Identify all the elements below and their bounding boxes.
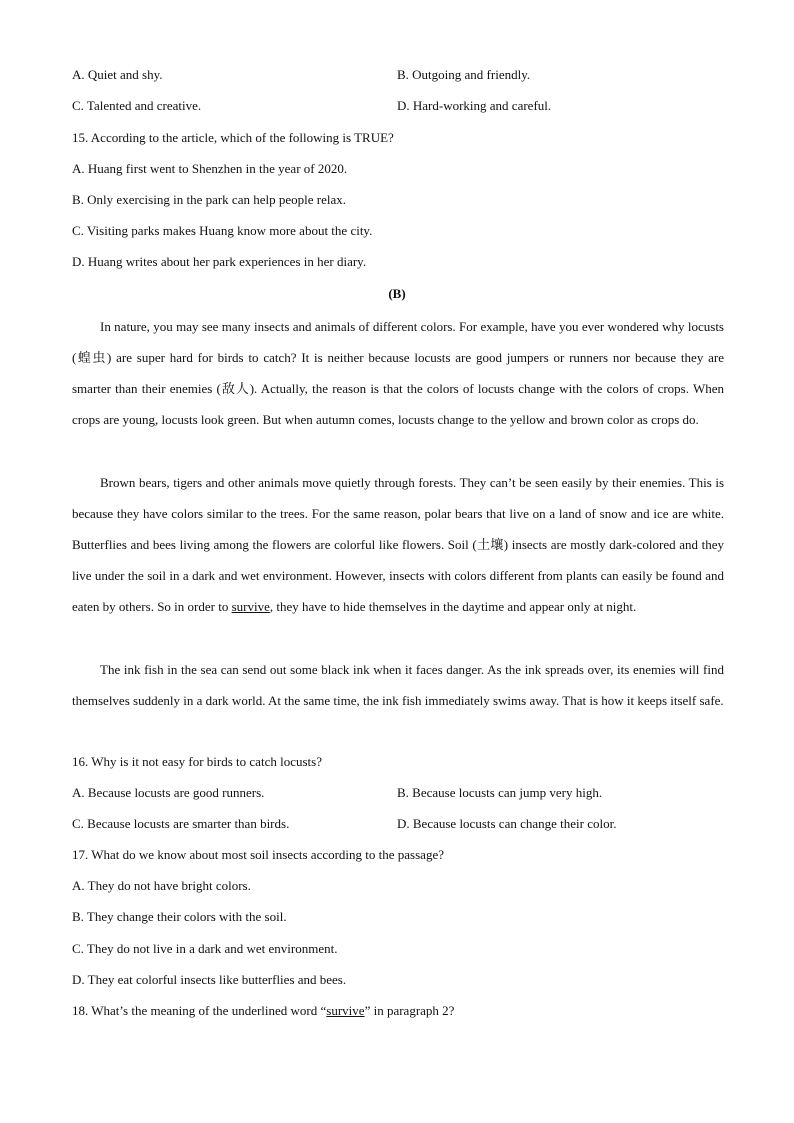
q14-option-a: A. Quiet and shy. xyxy=(72,67,163,82)
q18-underlined-word: survive xyxy=(326,1003,365,1018)
q14-option-b: B. Outgoing and friendly. xyxy=(397,67,531,82)
q14-option-d: D. Hard-working and careful. xyxy=(397,98,552,113)
paragraph-2-text-after: , they have to hide themselves in the daytime and appear only at night. xyxy=(269,599,637,615)
passage-paragraph-3 xyxy=(72,654,724,716)
passage-paragraph-1 xyxy=(72,311,724,435)
q18-stem xyxy=(72,1003,454,1019)
q16-option-b: B. Because locusts can jump very high. xyxy=(397,785,603,800)
q15-stem: 15. According to the article, which of the following is TRUE? xyxy=(72,130,394,145)
q14-option-c: C. Talented and creative. xyxy=(72,98,202,113)
q15-option-d: D. Huang writes about her park experiences in her diary. xyxy=(72,254,367,269)
paragraph-3-text: The ink fish in the sea can send out some black ink when it faces danger. As the ink spreads over, its enemies will find themselves suddenly in a dark world. At the same time, the ink fish immediately swims away. That is how it keeps itself safe. xyxy=(72,662,724,709)
q17-option-c: C. They do not live in a dark and wet environment. xyxy=(72,941,338,956)
q17-option-a: A. They do not have bright colors. xyxy=(72,878,251,893)
underlined-word-survive: survive xyxy=(231,599,270,615)
section-b-heading: (B) xyxy=(388,286,406,301)
q16-option-d: D. Because locusts can change their color. xyxy=(397,816,617,831)
q16-option-c: C. Because locusts are smarter than birds. xyxy=(72,816,290,831)
paragraph-2-text xyxy=(72,467,724,622)
paragraph-1-text: In nature, you may see many insects and animals of different colors. For example, have you ever wondered why locusts (蝗虫) are super hard for birds to catch? It is neither because locusts are good jumpers or runners nor because they are smarter than their enemies (敌人). Actually, the reason is that the colors of locusts change with the colors of crops. When crops are young, locusts look green. But when autumn comes, locusts change to the yellow and brown color as crops do. xyxy=(72,319,724,428)
q15-option-c: C. Visiting parks makes Huang know more about the city. xyxy=(72,223,373,238)
q15-option-a: A. Huang first went to Shenzhen in the year of 2020. xyxy=(72,161,348,176)
q17-option-b: B. They change their colors with the soil. xyxy=(72,909,287,924)
q17-stem: 17. What do we know about most soil insects according to the passage? xyxy=(72,847,444,862)
q17-option-d: D. They eat colorful insects like butterflies and bees. xyxy=(72,972,347,987)
paragraph-2-text-before: Brown bears, tigers and other animals move quietly through forests. They can’t be seen easily by their enemies. This is because they have colors similar to the trees. For the same reason, polar bears that live on a land of snow and ice are white. Butterflies and bees living among the flowers are colorful like flowers. Soil (土壤) insects are mostly dark-colored and they live under the soil in a dark and wet environment. However, insects with colors different from plants can easily be found and eaten by others. So in order to xyxy=(72,475,724,615)
q16-stem: 16. Why is it not easy for birds to catch locusts? xyxy=(72,754,322,769)
q16-option-a: A. Because locusts are good runners. xyxy=(72,785,265,800)
passage-paragraph-2 xyxy=(72,467,724,622)
q18-stem-before: 18. What’s the meaning of the underlined word “ xyxy=(72,1003,327,1018)
q18-stem-after: ” in paragraph 2? xyxy=(364,1003,455,1018)
q15-option-b: B. Only exercising in the park can help people relax. xyxy=(72,192,346,207)
